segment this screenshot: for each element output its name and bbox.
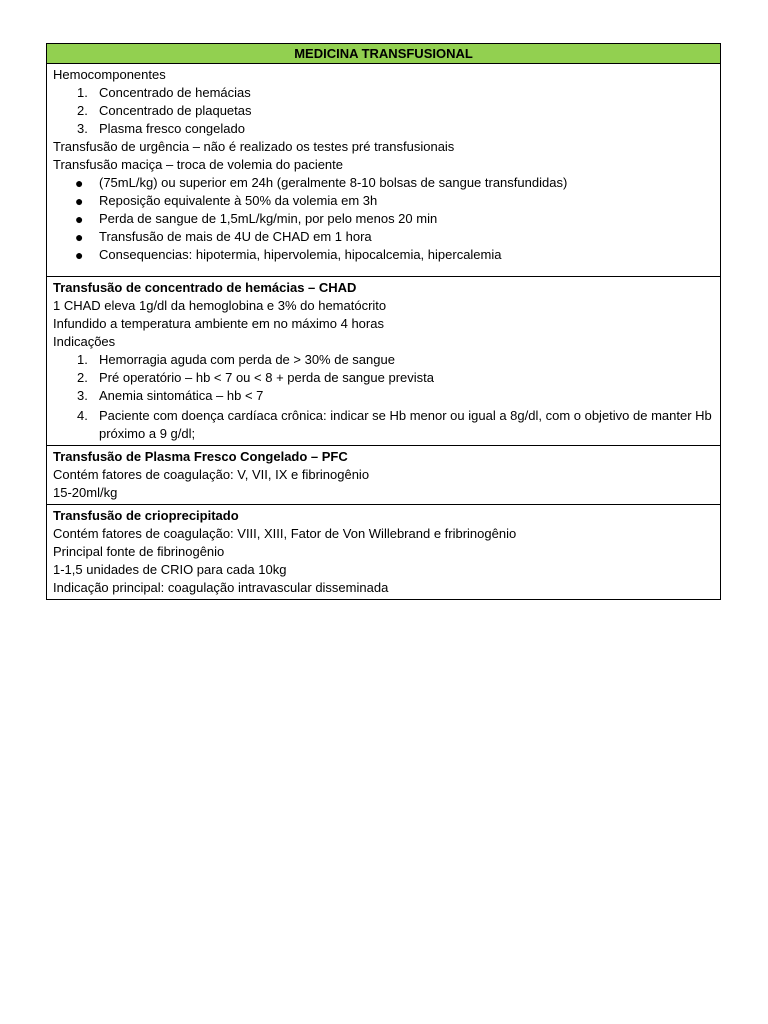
chad-heading: Transfusão de concentrado de hemácias – CHAD	[53, 280, 357, 295]
bullet-icon: ●	[75, 193, 84, 209]
chad-line-1: 1 CHAD eleva 1g/dl da hemoglobina e 3% do hematócrito	[53, 298, 387, 313]
crio-line-3: 1-1,5 unidades de CRIO para cada 10kg	[53, 562, 287, 577]
list-item: ● Perda de sangue de 1,5mL/kg/min, por pelo menos 20 min	[75, 211, 438, 227]
section-hemocomponentes	[47, 64, 721, 277]
list-item: ● Reposição equivalente à 50% da volemia em 3h	[75, 193, 378, 209]
list-item: 1. Hemorragia aguda com perda de > 30% de sangue	[77, 352, 395, 367]
macica-text: Transfusão maciça – troca de volemia do paciente	[53, 157, 344, 172]
list-item: 3. Anemia sintomática – hb < 7	[77, 388, 264, 403]
indicacoes-label: Indicações	[53, 334, 116, 349]
bullet-icon: ●	[75, 229, 84, 245]
section-crio-cell	[47, 505, 721, 600]
title-row	[47, 44, 721, 64]
indicacoes-list	[53, 351, 714, 443]
table-title: MEDICINA TRANSFUSIONAL	[47, 44, 721, 64]
section-crio	[47, 505, 721, 600]
pfc-heading: Transfusão de Plasma Fresco Congelado – PFC	[53, 449, 348, 464]
urgencia-text: Transfusão de urgência – não é realizado os testes pré transfusionais	[53, 139, 455, 154]
macica-list	[53, 174, 714, 264]
hemocomponentes-label: Hemocomponentes	[53, 67, 166, 82]
list-item: 2. Pré operatório – hb < 7 ou < 8 + perda de sangue prevista	[77, 370, 434, 385]
pfc-line-1: Contém fatores de coagulação: V, VII, IX e fibrinogênio	[53, 467, 370, 482]
list-item: ● (75mL/kg) ou superior em 24h (geralmente 8-10 bolsas de sangue transfundidas)	[75, 175, 568, 191]
section-hemocomponentes-cell	[47, 64, 721, 277]
pfc-line-2: 15-20ml/kg	[53, 485, 118, 500]
crio-heading: Transfusão de crioprecipitado	[53, 508, 239, 523]
crio-line-4: Indicação principal: coagulação intravascular disseminada	[53, 580, 389, 595]
bullet-icon: ●	[75, 211, 84, 227]
section-pfc	[47, 446, 721, 505]
transfusion-table	[46, 43, 721, 600]
crio-line-1: Contém fatores de coagulação: VIII, XIII, Fator de Von Willebrand e fribrinogênio	[53, 526, 517, 541]
chad-line-2: Infundido a temperatura ambiente em no máximo 4 horas	[53, 316, 384, 331]
hemocomponentes-list	[53, 84, 714, 138]
bullet-icon: ●	[75, 175, 84, 191]
list-item: ● Transfusão de mais de 4U de CHAD em 1 hora	[75, 229, 372, 245]
list-item: 4. Paciente com doença cardíaca crônica: indicar se Hb menor ou igual a 8g/dl, com o objetivo de manter Hb próximo a 9 g/dl;	[77, 408, 712, 441]
list-item: ● Consequencias: hipotermia, hipervolemia, hipocalcemia, hipercalemia	[75, 247, 502, 263]
list-item: 1. Concentrado de hemácias	[77, 85, 251, 100]
section-pfc-cell	[47, 446, 721, 505]
section-chad	[47, 277, 721, 446]
list-item: 3. Plasma fresco congelado	[77, 121, 245, 136]
section-chad-cell	[47, 277, 721, 446]
spacer	[53, 264, 714, 274]
crio-line-2: Principal fonte de fibrinogênio	[53, 544, 225, 559]
list-item: 2. Concentrado de plaquetas	[77, 103, 252, 118]
bullet-icon: ●	[75, 247, 84, 263]
